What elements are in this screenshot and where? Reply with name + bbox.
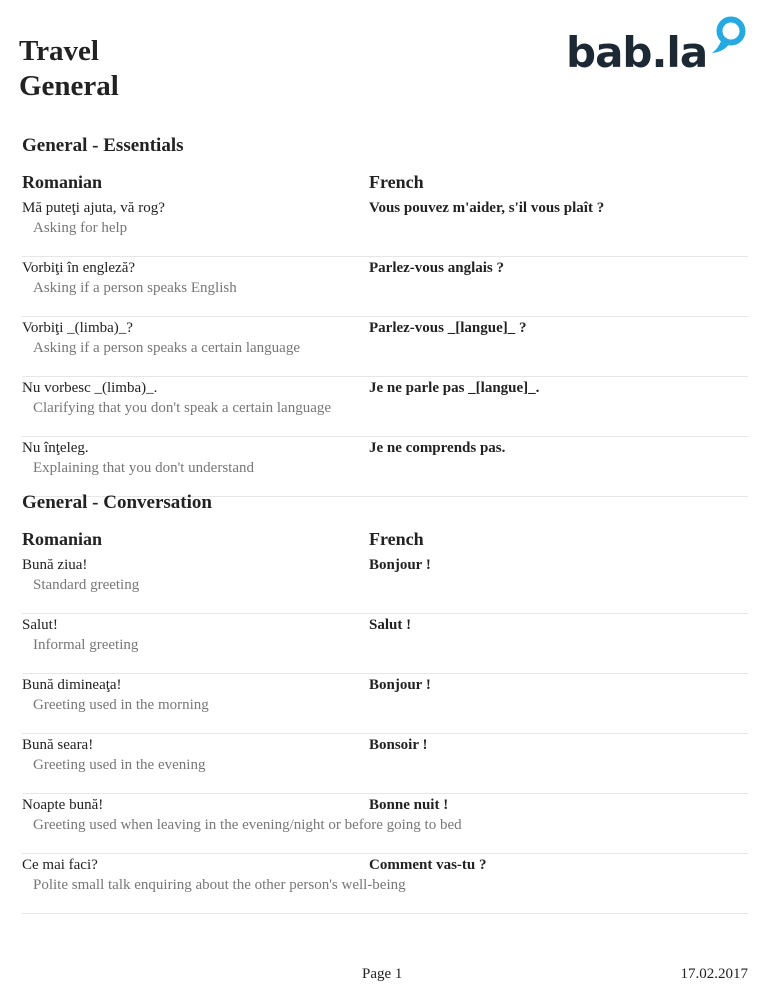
phrase-row: [22, 258, 748, 317]
phrase-row: [22, 318, 748, 377]
phrase-row: [22, 795, 748, 854]
document-title: [19, 34, 119, 104]
column-header-french: French: [369, 529, 424, 549]
romanian-phrase: Bună seara!: [22, 737, 94, 753]
babla-logo: [566, 15, 752, 77]
section-essentials: [22, 134, 748, 498]
phrase-description: Polite small talk enquiring about the other person's well-being: [33, 877, 406, 893]
french-phrase: Bonne nuit !: [369, 797, 449, 813]
speech-bubble-icon: [708, 15, 748, 57]
title-line-1: Travel: [19, 35, 99, 67]
phrase-row: [22, 555, 748, 614]
phrase-description: Greeting used when leaving in the evening/night or before going to bed: [33, 817, 462, 833]
phrase-description: Explaining that you don't understand: [33, 460, 255, 476]
french-phrase: Parlez-vous anglais ?: [369, 260, 504, 276]
column-headers: [22, 529, 748, 551]
column-headers: [22, 172, 748, 194]
phrase-row: [22, 378, 748, 437]
french-phrase: Vous pouvez m'aider, s'il vous plaît ?: [369, 200, 605, 216]
phrase-row: [22, 675, 748, 734]
french-phrase: Bonjour !: [369, 557, 431, 573]
phrase-row: [22, 438, 748, 497]
romanian-phrase: Nu înţeleg.: [22, 440, 89, 456]
phrase-description: Greeting used in the morning: [33, 697, 209, 713]
column-header-romanian: Romanian: [22, 172, 103, 192]
french-phrase: Comment vas-tu ?: [369, 857, 487, 873]
title-line-2: General: [19, 70, 119, 102]
logo-text: bab.la: [566, 28, 708, 77]
column-header-french: French: [369, 172, 424, 192]
romanian-phrase: Vorbiţi _(limba)_?: [22, 320, 133, 336]
romanian-phrase: Vorbiţi în engleză?: [22, 260, 136, 276]
phrase-row: [22, 735, 748, 794]
phrase-row: [22, 198, 748, 257]
phrase-description: Greeting used in the evening: [33, 757, 206, 773]
column-header-romanian: Romanian: [22, 529, 103, 549]
romanian-phrase: Ce mai faci?: [22, 857, 98, 873]
french-phrase: Bonjour !: [369, 677, 431, 693]
phrase-row: [22, 615, 748, 674]
section-title: General - Essentials: [22, 135, 184, 156]
phrase-description: Standard greeting: [33, 577, 140, 593]
french-phrase: Je ne comprends pas.: [369, 440, 506, 456]
section-title: General - Conversation: [22, 492, 212, 513]
french-phrase: Parlez-vous _[langue]_ ?: [369, 320, 527, 336]
page-number: Page 1: [362, 966, 403, 982]
romanian-phrase: Bună ziua!: [22, 557, 88, 573]
romanian-phrase: Bună dimineaţa!: [22, 677, 122, 693]
french-phrase: Salut !: [369, 617, 412, 633]
phrase-description: Asking if a person speaks a certain language: [33, 340, 300, 356]
phrase-description: Asking for help: [33, 220, 128, 236]
romanian-phrase: Noapte bună!: [22, 797, 104, 813]
french-phrase: Bonsoir !: [369, 737, 428, 753]
romanian-phrase: Salut!: [22, 617, 58, 633]
romanian-phrase: Nu vorbesc _(limba)_.: [22, 380, 158, 396]
french-phrase: Je ne parle pas _[langue]_.: [369, 380, 540, 396]
document-date: 17.02.2017: [680, 966, 748, 982]
section-conversation: [22, 491, 748, 915]
phrase-row: [22, 855, 748, 914]
romanian-phrase: Mă puteţi ajuta, vă rog?: [22, 200, 165, 216]
phrase-description: Clarifying that you don't speak a certain language: [33, 400, 332, 416]
phrase-description: Informal greeting: [33, 637, 139, 653]
phrase-description: Asking if a person speaks English: [33, 280, 237, 296]
